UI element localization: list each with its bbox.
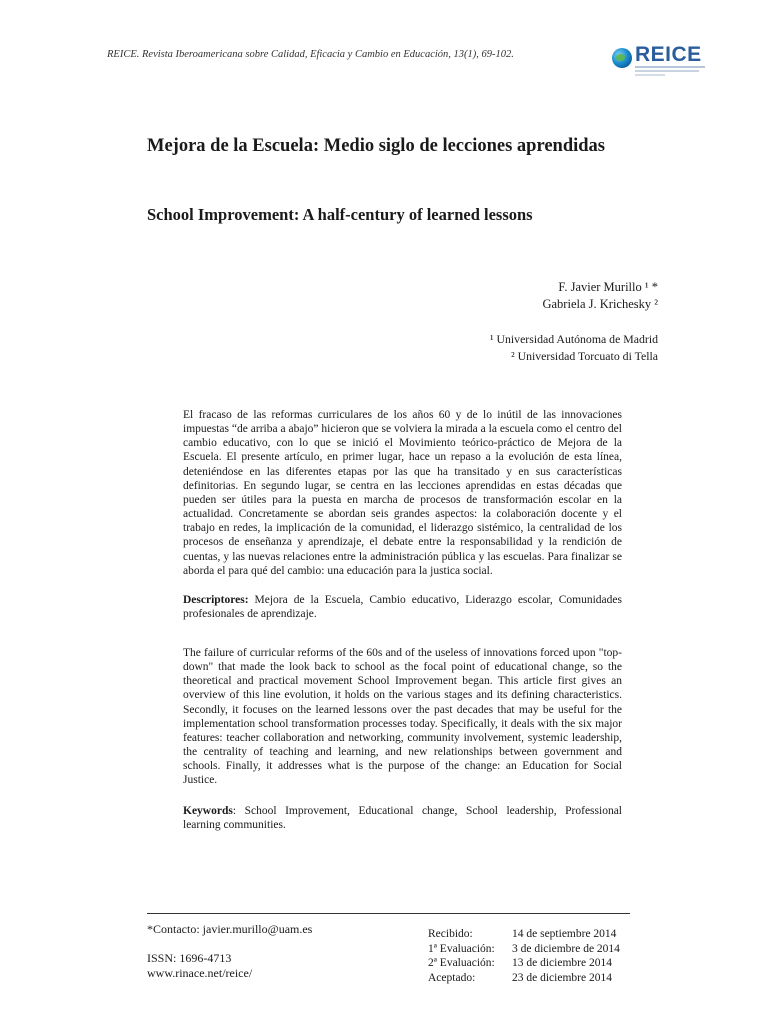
- keywords: [183, 804, 622, 832]
- footer-divider: [147, 913, 630, 914]
- date-label: 1ª Evaluación:: [428, 942, 495, 955]
- running-header-citation: REICE. Revista Iberoamericana sobre Calidad, Eficacia y Cambio en Educación, 13(1), 69-102.: [107, 49, 514, 60]
- logo-subtitle-line: [635, 66, 705, 68]
- descriptors-label: Descriptores:: [183, 594, 249, 606]
- journal-url[interactable]: www.rinace.net/reice/: [147, 966, 253, 980]
- author-list: [542, 279, 658, 313]
- date-label: 2ª Evaluación:: [428, 957, 495, 969]
- date-row: [428, 942, 620, 957]
- descriptors: [183, 593, 622, 621]
- date-row: [428, 956, 620, 971]
- submission-dates: [428, 927, 620, 985]
- date-label: Aceptado:: [428, 971, 476, 984]
- globe-icon: [612, 48, 632, 68]
- date-label: Recibido:: [428, 928, 473, 940]
- date-value: 13 de diciembre 2014: [512, 957, 612, 969]
- descriptors-text: Mejora de la Escuela, Cambio educativo, Liderazgo escolar, Comunidades profesionales de aprendizaje.: [183, 594, 622, 621]
- date-row: [428, 971, 620, 986]
- abstract-spanish: El fracaso de las reformas curriculares de los años 60 y de lo inútil de las innovaciones impuestas “de arriba a abajo” hicieron que se volviera la mirada a la escuela como el centro del cambio educativo, con lo que se inició el Movimiento teórico-práctico de Mejora de la Escuela. El presente artículo, en primer lugar, hace un repaso a la evolución de esta línea, deteniéndose en las diferentes etapas por las que ha transitado y en sus características definitorias. En segundo lugar, se centra en las lecciones aprendidas en estas décadas que pueden ser útiles para la puesta en marcha de procesos de transformación escolar en la actualidad. Concretamente se abordan seis grandes aspectos: la colaboración docente y el trabajo en redes, la implicación de la comunidad, el liderazgo sistémico, la centralidad de los procesos de enseñanza y aprendizaje, el debate entre la responsabilidad y la rendición de cuentas, y las nuevas relaciones entre la administración pública y las escuelas. Para finalizar se aborda el para qué del cambio: una educación para la justica social.: [183, 409, 622, 577]
- date-value: 14 de septiembre 2014: [512, 928, 617, 940]
- affiliation: ¹ Universidad Autónoma de Madrid: [489, 332, 658, 346]
- date-value: 3 de diciembre de 2014: [512, 942, 620, 955]
- date-value: 23 de diciembre 2014: [512, 971, 612, 984]
- logo-subtitle-line: [635, 70, 699, 72]
- issn: ISSN: 1696-4713: [147, 951, 232, 965]
- title-spanish: Mejora de la Escuela: Medio siglo de lecciones aprendidas: [147, 136, 606, 156]
- abstract-english: The failure of curricular reforms of the 60s and of the useless of innovations forced upon "top-down" that made the look back to school as the focal point of educational change, so the theoretical and practical movement School Improvement began. This article first gives an overview of this line evolution, it holds on the various stages and its defining characteristics. Secondly, it focuses on the learned lessons over the past decades that may be useful for the implementation school transformation processes today. Specifically, it deals with the six major features: teacher collaboration and networking, community involvement, systemic leadership, the centrality of teaching and learning, and new relationships between government and schools. Finally, it addresses what is the purpose of the change: an Education for Social Justice.: [183, 647, 622, 787]
- author-name: Gabriela J. Krichesky ²: [542, 297, 658, 311]
- logo-text: REICE: [635, 43, 702, 66]
- keywords-text: : School Improvement, Educational change, School leadership, Professional learning communities.: [183, 805, 622, 832]
- reice-logo: [612, 44, 712, 78]
- logo-subtitle-line: [635, 74, 665, 76]
- contact-email[interactable]: *Contacto: javier.murillo@uam.es: [147, 922, 313, 936]
- keywords-label: Keywords: [183, 805, 233, 817]
- affiliation-list: [490, 331, 658, 365]
- footer-contact-block: [147, 922, 312, 981]
- date-row: [428, 927, 620, 942]
- affiliation: ² Universidad Torcuato di Tella: [511, 349, 658, 363]
- title-english: School Improvement: A half-century of learned lessons: [147, 205, 533, 224]
- author-name: F. Javier Murillo ¹ *: [558, 280, 658, 294]
